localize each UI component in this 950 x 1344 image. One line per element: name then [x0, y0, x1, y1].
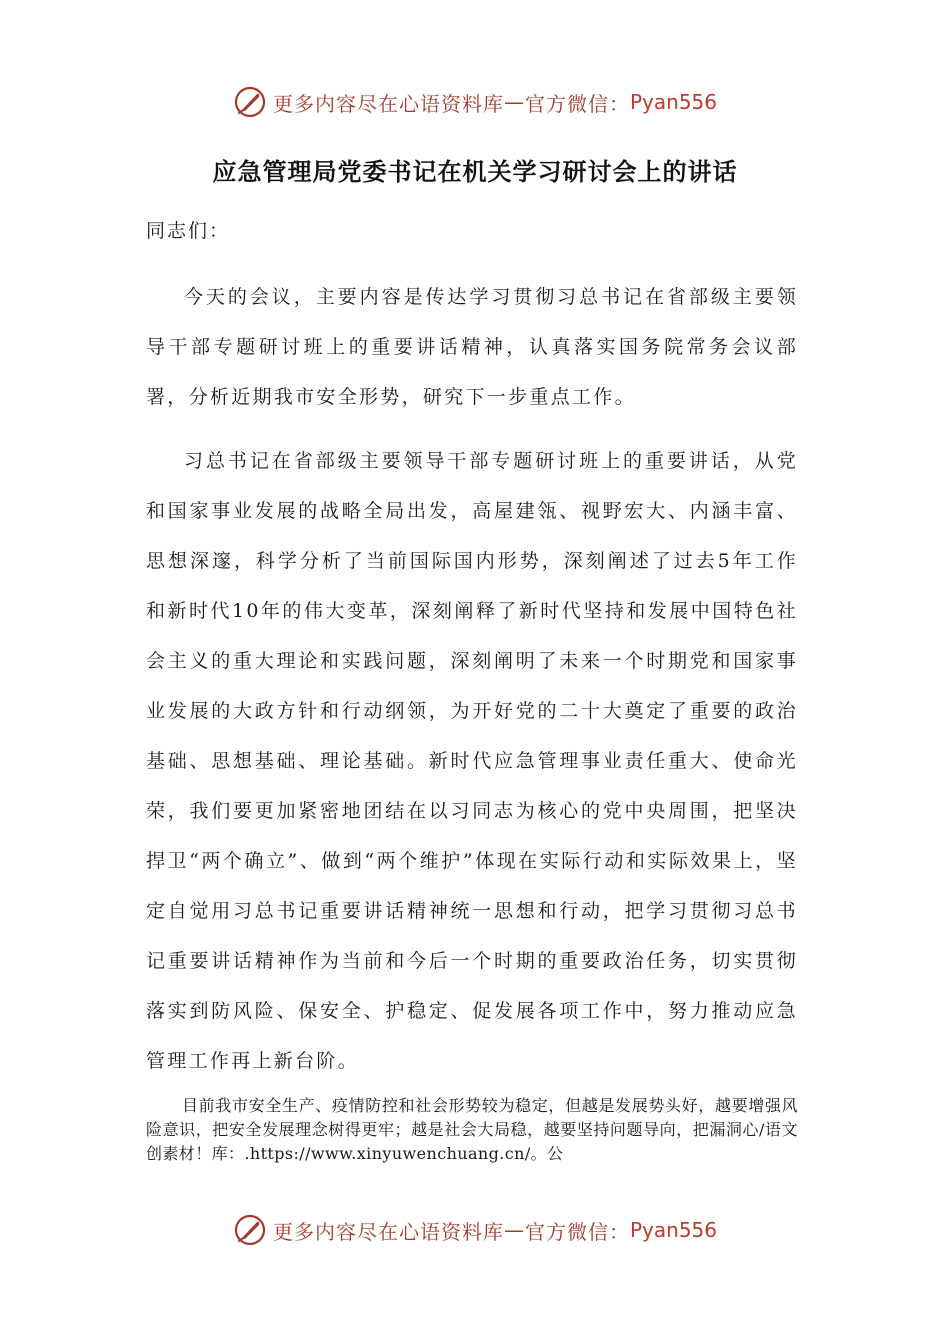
paragraph-1: 今天的会议，主要内容是传达学习贯彻习总书记在省部级主要领导干部专题研讨班上的重要讲话精神，认真落实国务院常务会议部署，分析近期我市安全形势，研究下一步重点工作。: [146, 286, 798, 408]
banner-wechat-label: 官方微信：: [524, 91, 630, 116]
paragraph-3: 目前我市安全生产、疫情防控和社会形势较为稳定，但越是发展势头好，越要增强风险意识，把安全发展理念树得更牢；越是社会大局稳，越要坚持问题导向，把漏洞心/语文创素材！库：.https://www.xinyuwenchuang.cn/。公: [146, 1096, 798, 1163]
banner-slogan: 更多内容尽在心语资料库: [272, 1219, 504, 1244]
quill-logo-icon: [233, 1213, 267, 1247]
banner-wechat-id: Pyan556: [629, 1218, 717, 1242]
banner-wechat-label: 官方微信：: [524, 1219, 630, 1244]
paragraph-2: 习总书记在省部级主要领导干部专题研讨班上的重要讲话，从党和国家事业发展的战略全局出发，高屋建瓴、视野宏大、内涵丰富、思想深邃，科学分析了当前国际国内形势，深刻阐述了过去5年工作和新时代10年的伟大变革，深刻阐释了新时代坚持和发展中国特色社会主义的重大理论和实践问题，深刻阐明了未来一个时期党和国家事业发展的大政方针和行动纲领，为开好党的二十大奠定了重要的政治基础、思想基础、理论基础。新时代应急管理事业责任重大、使命光荣，我们要更加紧密地团结在以习同志为核心的党中央周围，把坚决捍卫“两个确立”、做到“两个维护”体现在实际行动和实际效果上，坚定自觉用习总书记重要讲话精神统一思想和行动，把学习贯彻习总书记重要讲话精神作为当前和今后一个时期的重要政治任务，切实贯彻落实到防风险、保安全、护稳定、促发展各项工作中，努力推动应急管理工作再上新台阶。: [146, 450, 798, 1072]
greeting: 同志们：: [146, 220, 231, 242]
banner-dash: —: [503, 1218, 525, 1242]
document-title: 应急管理局党委书记在机关学习研讨会上的讲话: [212, 158, 738, 186]
banner-dash: —: [503, 90, 525, 114]
banner-wechat-id: Pyan556: [629, 90, 717, 114]
footer-banner: [0, 1208, 950, 1252]
header-banner: [0, 80, 950, 124]
quill-logo-icon: [233, 85, 267, 119]
banner-slogan: 更多内容尽在心语资料库: [272, 91, 504, 116]
